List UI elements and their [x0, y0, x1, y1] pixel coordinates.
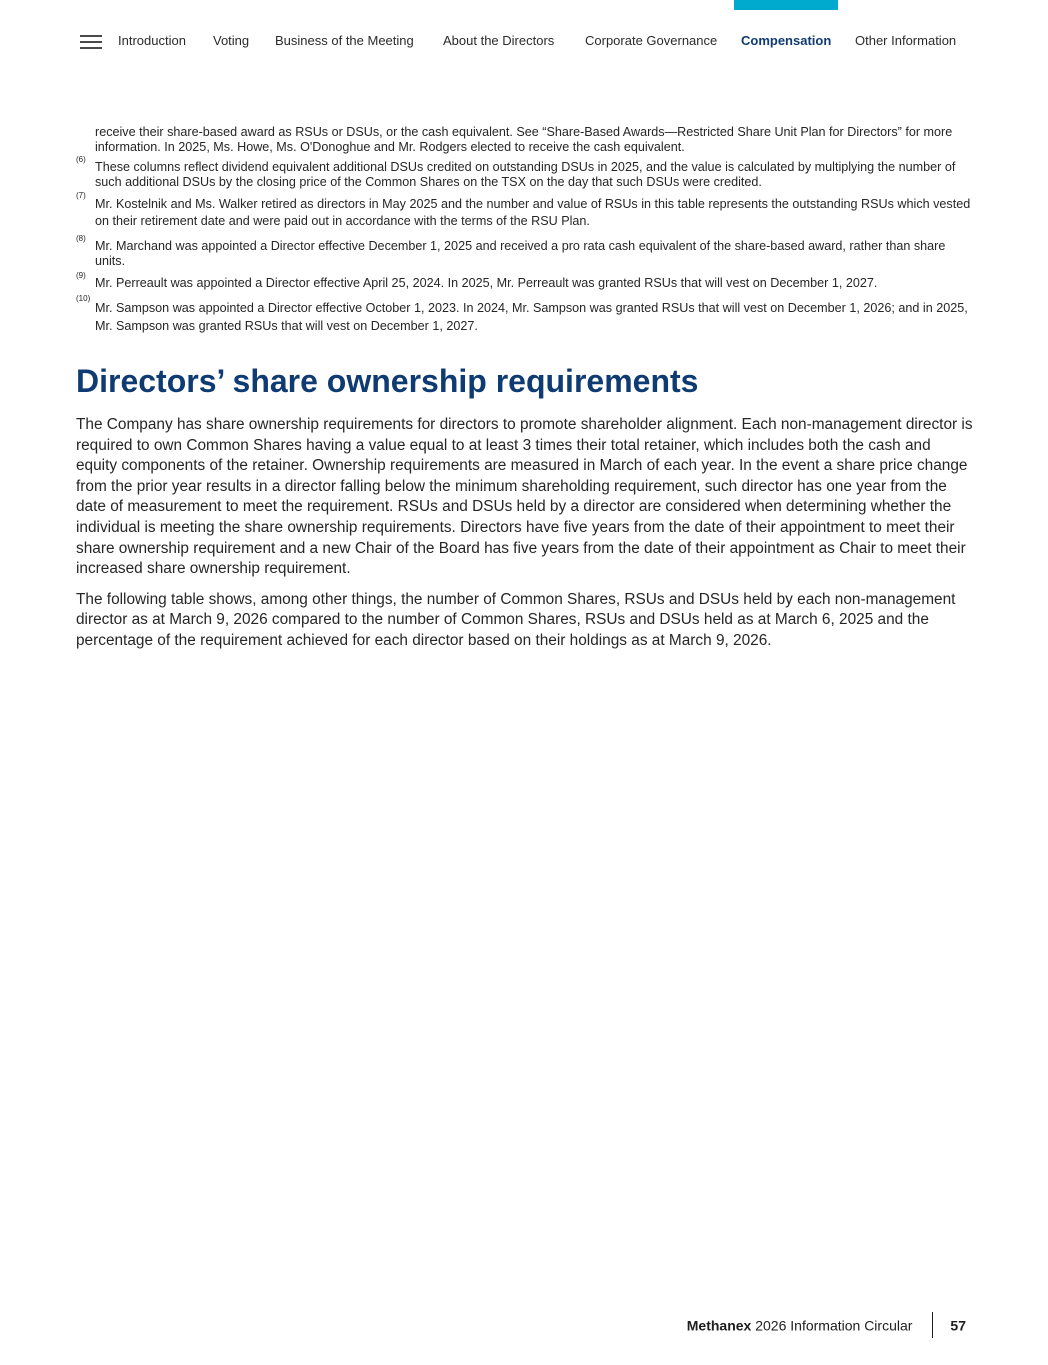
- nav-business-of-the-meeting[interactable]: Business of the Meeting: [275, 33, 414, 48]
- footnote-marker: (7): [76, 191, 86, 200]
- footer-brand: Methanex: [686, 1317, 752, 1334]
- section-title: Directors’ share ownership requirements: [76, 363, 699, 399]
- body-paragraph: The following table shows, among other things, the number of Common Shares, RSUs and DSUs held by each non-management director as at March 9, 2026 compared to the number of Common Shares, RSUs and DSUs held as at March 6, 2025 and the percentage of the requirement achieved for each director based on their holdings as at March 9, 2026.: [76, 590, 956, 649]
- footnote-marker: (6): [76, 155, 86, 164]
- footnote-text: Mr. Marchand was appointed a Director effective December 1, 2025 and received a pro rata cash equivalent of the share-based award, rather than share units.: [95, 239, 946, 268]
- footnote-continued: [76, 125, 976, 155]
- nav-corporate-governance[interactable]: Corporate Governance: [585, 33, 718, 48]
- footnote-marker: (10): [76, 294, 91, 303]
- hamburger-menu-icon[interactable]: [80, 35, 102, 49]
- nav-other-information[interactable]: Other Information: [855, 33, 957, 48]
- footnote-text: These columns reflect dividend equivalent additional DSUs credited on outstanding DSUs in 2025, and the value is calculated by multiplying the number of such additional DSUs by the closing price of the Common Shares on the TSX on the day that such DSUs were credited.: [95, 160, 956, 189]
- nav-about-the-directors[interactable]: About the Directors: [443, 33, 555, 48]
- footnote-8: [76, 234, 976, 269]
- nav-compensation[interactable]: Compensation: [741, 33, 832, 48]
- footnote-marker: (9): [76, 271, 86, 280]
- footer-divider: [932, 1312, 933, 1338]
- footer-doc-title: 2026 Information Circular: [755, 1317, 913, 1334]
- page-footer: [687, 1314, 966, 1340]
- page-number: 57: [950, 1317, 966, 1334]
- footnote-9: [76, 271, 976, 291]
- footnote-text: Mr. Kostelnik and Ms. Walker retired as directors in May 2025 and the number and value of RSUs in this table represents the outstanding RSUs which vested on their retirement date and were paid out in accordance with the terms of the RSU Plan.: [95, 197, 971, 228]
- footnote-text: Mr. Perreault was appointed a Director effective April 25, 2024. In 2025, Mr. Perreault was granted RSUs that will vest on December 1, 2027.: [95, 276, 878, 290]
- nav-introduction[interactable]: Introduction: [118, 33, 186, 48]
- footnotes: [76, 125, 976, 335]
- footnote-7: [76, 191, 976, 230]
- footnote-6: [76, 155, 976, 190]
- footnote-marker: (8): [76, 234, 86, 243]
- active-tab-indicator: [734, 0, 838, 10]
- footnote-text: Mr. Sampson was appointed a Director effective October 1, 2023. In 2024, Mr. Sampson was granted RSUs that will vest on December 1, 2026; and in 2025, Mr. Sampson was granted RSUs that will vest on December 1, 2027.: [95, 301, 968, 333]
- section-body: [76, 415, 976, 662]
- nav-voting[interactable]: Voting: [213, 33, 250, 48]
- footnote-10: [76, 294, 976, 335]
- body-paragraph: The Company has share ownership requirements for directors to promote shareholder alignment. Each non-management director is required to own Common Shares having a value equal to at least 3 times their total retainer, which includes both the cash and equity components of the retainer. Ownership requirements are measured in March of each year. In the event a share price change from the prior year results in a director falling below the minimum shareholding requirement, such director has one year from the date of measurement to meet the requirement. RSUs and DSUs held by a director are considered when determining whether the individual is meeting the share ownership requirements. Directors have five years from the date of their appointment to meet their share ownership requirement and a new Chair of the Board has five years from the date of their appointment as Chair to meet their increased share ownership requirement.: [76, 416, 973, 578]
- footnote-text: receive their share-based award as RSUs or DSUs, or the cash equivalent. See “Share-Based Awards—Restricted Share Unit Plan for Directors” for more information. In 2025, Ms. Howe, Ms. O'Donoghue and Mr. Rodgers elected to receive the cash equivalent.: [95, 125, 953, 154]
